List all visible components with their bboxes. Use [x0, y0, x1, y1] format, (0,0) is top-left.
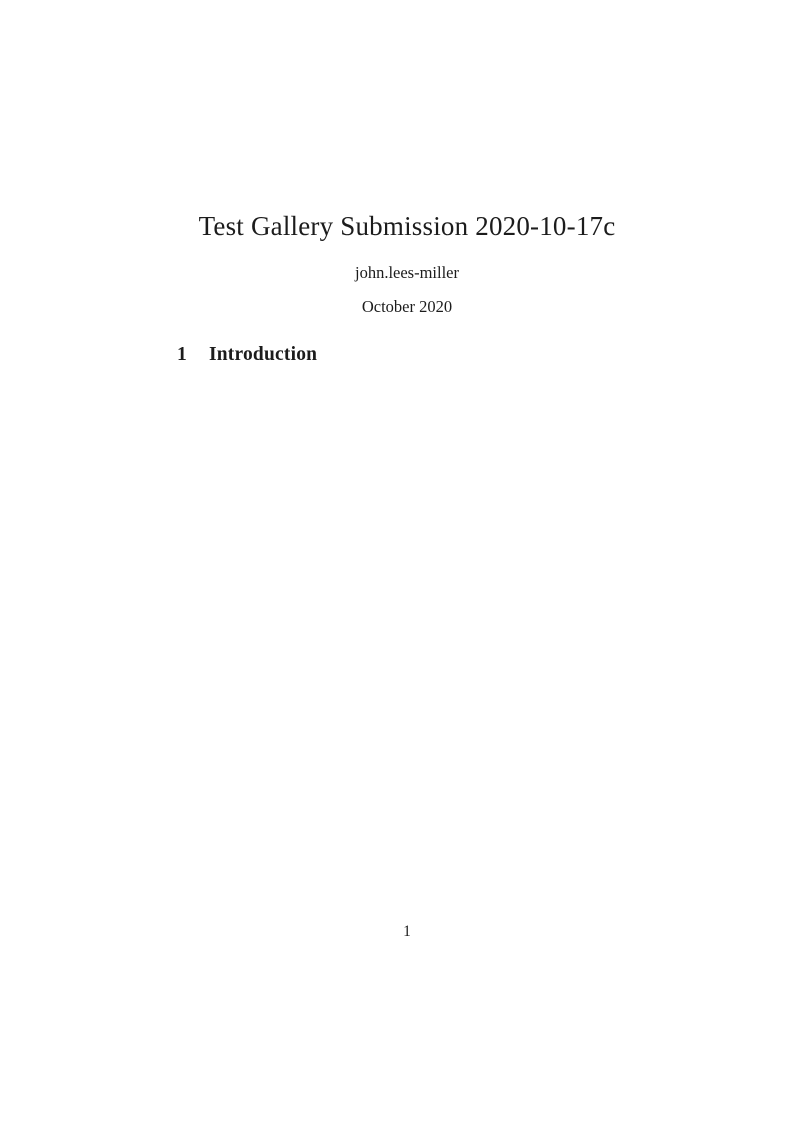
- document-title: Test Gallery Submission 2020-10-17c: [198, 211, 616, 241]
- section-number: 1: [177, 344, 187, 365]
- title-block: [137, 210, 677, 317]
- page-footer: [137, 923, 677, 941]
- section-title: Introduction: [208, 344, 318, 365]
- section-heading: [177, 344, 317, 366]
- document-author: john.lees-miller: [354, 263, 459, 283]
- document-date: October 2020: [361, 297, 453, 317]
- page-number: 1: [403, 923, 411, 940]
